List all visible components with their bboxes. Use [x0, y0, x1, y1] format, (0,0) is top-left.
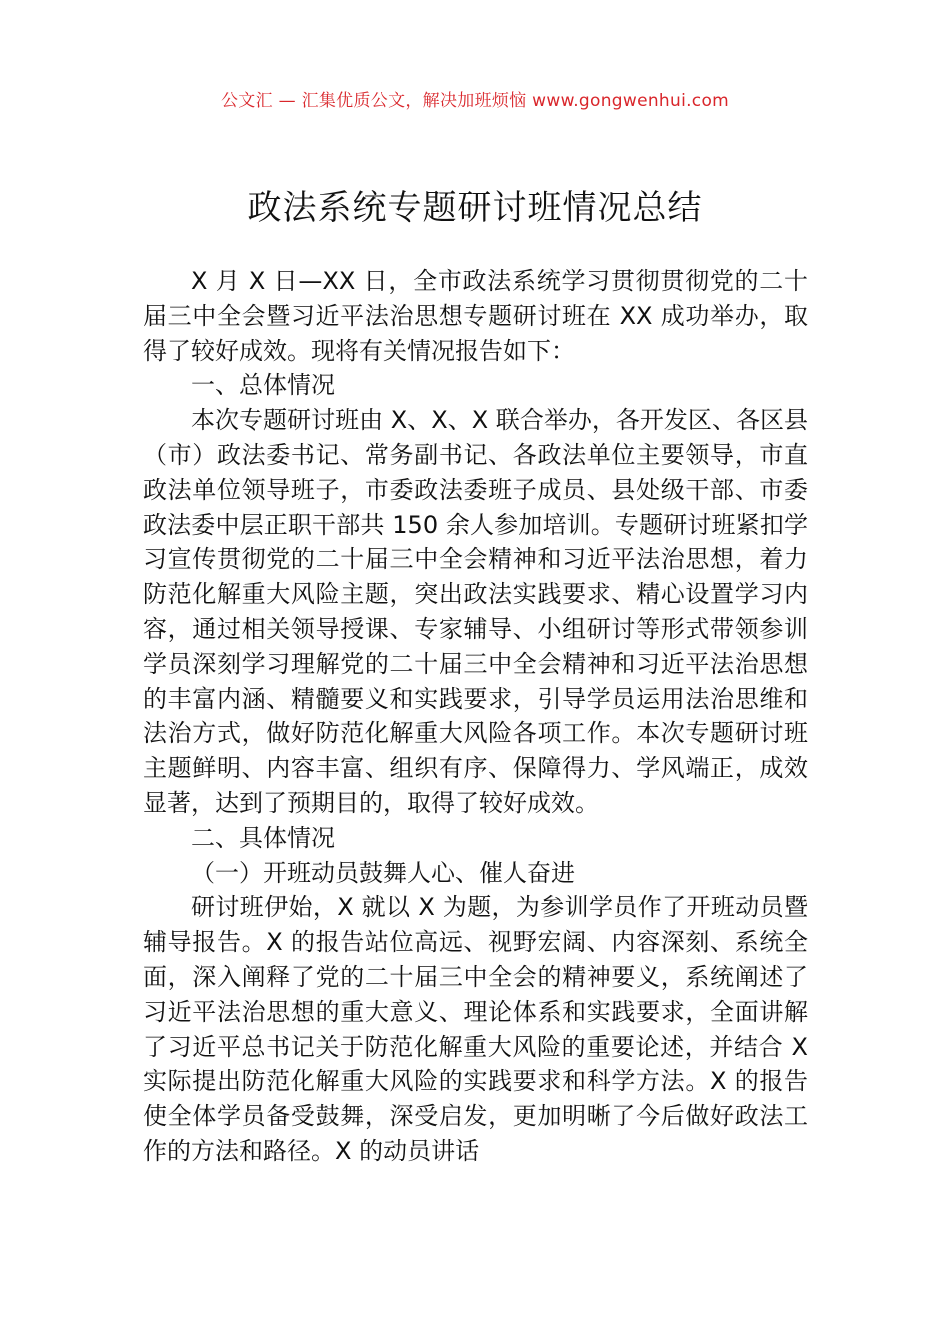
subsection-heading-opening: （一）开班动员鼓舞人心、催人奋进 — [191, 858, 575, 887]
paragraph-overall: 本次专题研讨班由 X、X、X 联合举办，各开发区、各区县（市）政法委书记、常务副书记、各政法单位主要领导，市直政法单位领导班子，市委政法委班子成员、县处级干部、市委政法委中层正职干部共 150 余人参加培训。专题研讨班紧扣学习宣传贯彻党的二十届三中全会精神和习近平法治思想，着力防范化解重大风险主题，突出政法实践要求、精心设置学习内容，通过相关领导授课、专家辅导、小组研讨等形式带领参训学员深刻学习理解党的二十届三中全会精神和习近平法治思想的丰富内涵、精髓要义和实践要求，引导学员运用法治思维和法治方式，做好防范化解重大风险各项工作。本次专题研讨班主题鲜明、内容丰富、组织有序、保障得力、学风端正，成效显著，达到了预期目的，取得了较好成效。 — [143, 406, 808, 817]
paragraph-intro: X 月 X 日—XX 日，全市政法系统学习贯彻贯彻党的二十届三中全会暨习近平法治思想专题研讨班在 XX 成功举办，取得了较好成效。现将有关情况报告如下： — [143, 267, 808, 365]
site-banner: 公文汇 — 汇集优质公文，解决加班烦恼 www.gongwenhui.com — [220, 91, 730, 111]
page-title: 政法系统专题研讨班情况总结 — [247, 188, 703, 228]
paragraph-opening: 研讨班伊始，X 就以 X 为题，为参训学员作了开班动员暨辅导报告。X 的报告站位高远、视野宏阔、内容深刻、系统全面，深入阐释了党的二十届三中全会的精神要义，系统阐述了习近平法治思想的重大意义、理论体系和实践要求，全面讲解了习近平总书记关于防范化解重大风险的重要论述，并结合 X 实际提出防范化解重大风险的实践要求和科学方法。X 的报告使全体学员备受鼓舞，深受启发，更加明晰了今后做好政法工作的方法和路径。X 的动员讲话 — [143, 893, 808, 1165]
document-body — [143, 264, 808, 1169]
section-heading-overall: 一、总体情况 — [191, 371, 335, 400]
section-heading-details: 二、具体情况 — [191, 823, 335, 852]
